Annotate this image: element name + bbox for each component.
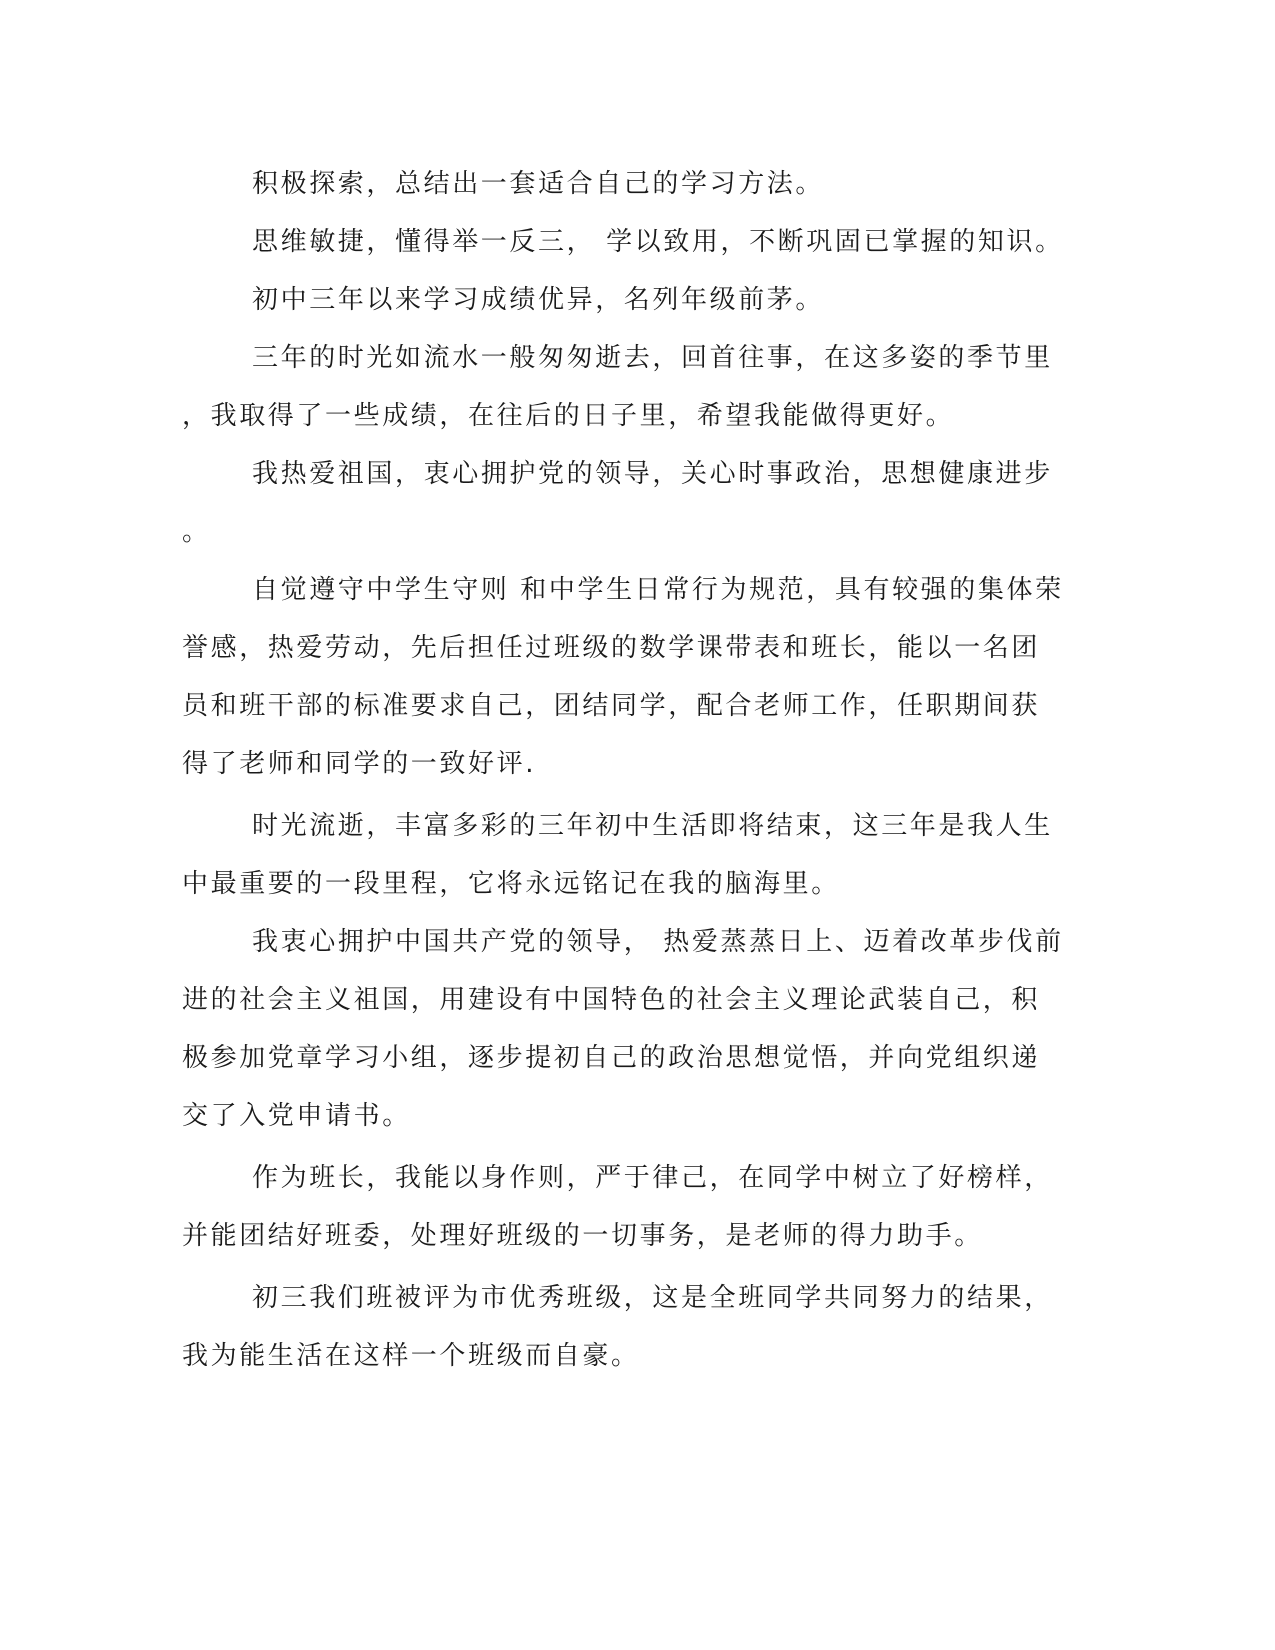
body-text-line: 时光流逝，丰富多彩的三年初中生活即将结束，这三年是我人生 [252,811,1053,841]
body-text-line: 积极探索，总结出一套适合自己的学习方法。 [252,169,825,199]
body-text-line: 。 [182,517,211,547]
body-text-line: 我为能生活在这样一个班级而自豪。 [182,1341,640,1371]
body-text-line: 初三我们班被评为市优秀班级，这是全班同学共同努力的结果， [252,1283,1053,1313]
body-text-line: 我热爱祖国，衷心拥护党的领导，关心时事政治，思想健康进步 [252,459,1053,489]
body-text-line: 我衷心拥护中国共产党的领导， 热爱蒸蒸日上、迈着改革步伐前 [252,927,1064,957]
body-text-line: ，我取得了一些成绩，在往后的日子里，希望我能做得更好。 [182,401,955,431]
body-text-line: 中最重要的一段里程，它将永远铭记在我的脑海里。 [182,869,840,899]
body-text-line: 员和班干部的标准要求自己，团结同学，配合老师工作，任职期间获 [182,691,1041,721]
body-text-line: 初中三年以来学习成绩优异，名列年级前茅。 [252,285,825,315]
body-text-line: 三年的时光如流水一般匆匆逝去，回首往事，在这多姿的季节里 [252,343,1053,373]
body-text-line: 誉感，热爱劳动，先后担任过班级的数学课带表和班长，能以一名团 [182,633,1041,663]
body-text-line: 并能团结好班委，处理好班级的一切事务，是老师的得力助手。 [182,1221,983,1251]
body-text-line: 作为班长，我能以身作则，严于律己，在同学中树立了好榜样， [252,1163,1053,1193]
body-text-line: 极参加党章学习小组，逐步提初自己的政治思想觉悟，并向党组织递 [182,1043,1041,1073]
body-text-line: 自觉遵守中学生守则 和中学生日常行为规范，具有较强的集体荣 [252,575,1064,605]
body-text-line: 进的社会主义祖国，用建设有中国特色的社会主义理论武装自己，积 [182,985,1041,1015]
body-text-line: 交了入党申请书。 [182,1101,411,1131]
body-text-line: 得了老师和同学的一致好评. [182,749,537,779]
body-text-line: 思维敏捷，懂得举一反三， 学以致用，不断巩固已掌握的知识。 [252,227,1064,257]
